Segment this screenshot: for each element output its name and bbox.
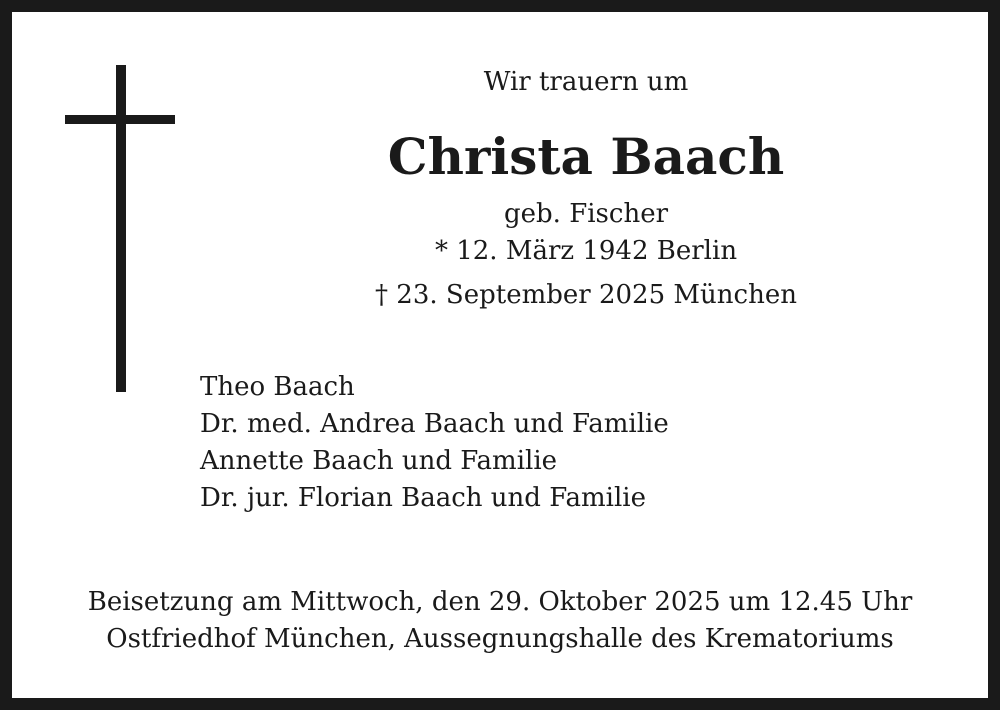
maiden-name: geb. Fischer <box>503 199 669 229</box>
birth-info: * 12. März 1942 Berlin <box>434 236 738 266</box>
death-info: † 23. September 2025 München <box>375 280 797 310</box>
mourners-list <box>200 369 669 517</box>
mourner-item: Dr. jur. Florian Baach und Familie <box>200 483 646 513</box>
intro-text: Wir trauern um <box>483 67 689 97</box>
cross-horizontal-bar <box>65 115 175 124</box>
mourner-item: Dr. med. Andrea Baach und Familie <box>200 409 669 439</box>
funeral-place: Ostfriedhof München, Aussegnungshalle des Krematoriums <box>106 624 894 654</box>
funeral-date: Beisetzung am Mittwoch, den 29. Oktober 2025 um 12.45 Uhr <box>87 587 913 617</box>
deceased-name: Christa Baach <box>387 127 785 186</box>
mourner-item: Theo Baach <box>200 372 355 402</box>
mourner-item: Annette Baach und Familie <box>200 446 558 476</box>
